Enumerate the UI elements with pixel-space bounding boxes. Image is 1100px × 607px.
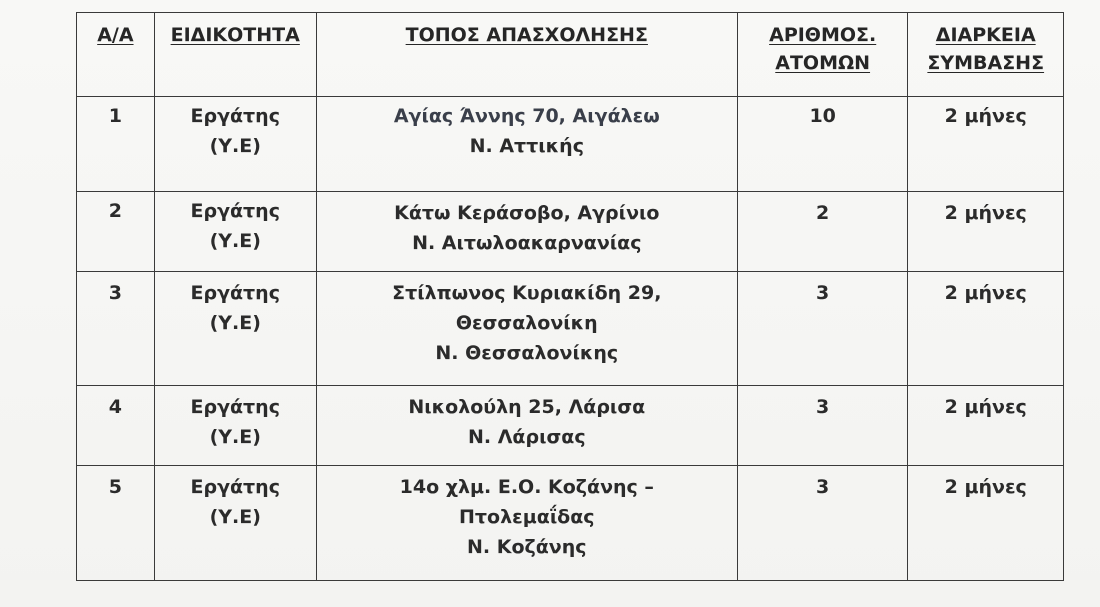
specialty-level: (Υ.Ε) — [209, 135, 261, 157]
location-address: Νικολούλη 25, Λάρισα — [408, 396, 646, 418]
row-count: 3 — [737, 272, 908, 386]
table-header-row — [77, 13, 1064, 97]
header-duration — [908, 13, 1064, 97]
row-location — [316, 466, 737, 581]
row-duration: 2 μήνες — [908, 192, 1064, 272]
specialty-title: Εργάτης — [190, 200, 280, 222]
table-row — [77, 466, 1064, 581]
specialty-level: (Υ.Ε) — [209, 426, 261, 448]
header-count — [737, 13, 908, 97]
header-duration-line2: ΣΥΜΒΑΣΗΣ — [927, 52, 1045, 74]
header-location: ΤΟΠΟΣ ΑΠΑΣΧΟΛΗΣΗΣ — [316, 13, 737, 97]
specialty-level: (Υ.Ε) — [209, 506, 261, 528]
header-count-line2: ΑΤΟΜΩΝ — [775, 52, 871, 74]
positions-table — [76, 12, 1064, 581]
row-specialty — [154, 386, 316, 466]
table-row — [77, 386, 1064, 466]
table-row — [77, 97, 1064, 192]
row-location — [316, 272, 737, 386]
header-count-line1: ΑΡΙΘΜΟΣ. — [769, 24, 877, 46]
header-aa: Α/Α — [77, 13, 155, 97]
table-row — [77, 192, 1064, 272]
location-prefecture: Ν. Θεσσαλονίκης — [435, 342, 619, 364]
header-specialty: ΕΙΔΙΚΟΤΗΤΑ — [154, 13, 316, 97]
row-location — [316, 386, 737, 466]
location-prefecture: Ν. Αιτωλοακαρνανίας — [412, 232, 642, 254]
row-aa: 1 — [77, 97, 155, 192]
row-specialty — [154, 272, 316, 386]
location-address-line2: Πτολεμαΐδας — [459, 506, 595, 528]
location-address: Κάτω Κεράσοβο, Αγρίνιο — [394, 202, 660, 224]
location-address-line1: 14ο χλμ. Ε.Ο. Κοζάνης – — [399, 476, 654, 498]
row-aa: 3 — [77, 272, 155, 386]
location-prefecture: Ν. Αττικής — [469, 135, 584, 157]
specialty-title: Εργάτης — [190, 396, 280, 418]
specialty-title: Εργάτης — [190, 105, 280, 127]
row-location — [316, 97, 737, 192]
row-specialty — [154, 97, 316, 192]
location-address-line2: Θεσσαλονίκη — [455, 312, 598, 334]
row-aa: 4 — [77, 386, 155, 466]
row-duration: 2 μήνες — [908, 386, 1064, 466]
row-specialty — [154, 192, 316, 272]
row-location — [316, 192, 737, 272]
row-duration: 2 μήνες — [908, 97, 1064, 192]
row-specialty — [154, 466, 316, 581]
location-prefecture: Ν. Λάρισας — [467, 426, 586, 448]
specialty-level: (Υ.Ε) — [209, 230, 261, 252]
table-row — [77, 272, 1064, 386]
row-count: 3 — [737, 466, 908, 581]
specialty-title: Εργάτης — [190, 476, 280, 498]
location-prefecture: Ν. Κοζάνης — [467, 536, 587, 558]
row-count: 3 — [737, 386, 908, 466]
row-duration: 2 μήνες — [908, 466, 1064, 581]
specialty-level: (Υ.Ε) — [209, 312, 261, 334]
row-duration: 2 μήνες — [908, 272, 1064, 386]
row-count: 10 — [737, 97, 908, 192]
header-duration-line1: ΔΙΑΡΚΕΙΑ — [935, 24, 1036, 46]
row-count: 2 — [737, 192, 908, 272]
location-address-line1: Στίλπωνος Κυριακίδη 29, — [392, 282, 662, 304]
row-aa: 2 — [77, 192, 155, 272]
location-address: Αγίας Άννης 70, Αιγάλεω — [393, 105, 660, 127]
specialty-title: Εργάτης — [190, 282, 280, 304]
row-aa: 5 — [77, 466, 155, 581]
